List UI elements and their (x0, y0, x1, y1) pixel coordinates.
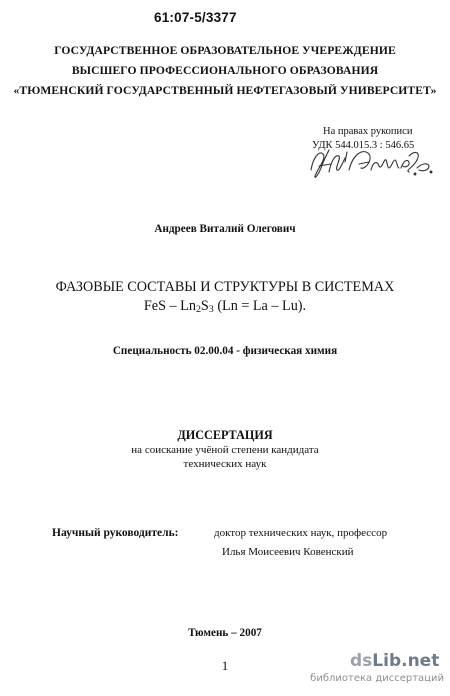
formula-sulfur: S (200, 298, 209, 314)
formula-prefix: FeS – Ln (143, 298, 196, 314)
watermark-subtitle: библиотека диссертаций (310, 673, 444, 684)
dissertation-degree-line-2: технических наук (183, 458, 267, 470)
page-number: 1 (221, 658, 229, 673)
institution-line-3: «ТЮМЕНСКИЙ ГОСУДАРСТВЕННЫЙ НЕФТЕГАЗОВЫЙ УНИВЕРСИТЕТ» (13, 84, 437, 97)
thesis-title-line-1: ФАЗОВЫЕ СОСТАВЫ И СТРУКТУРЫ В СИСТЕМАХ (55, 279, 395, 295)
institution-line-2: ВЫСШЕГО ПРОФЕССИОНАЛЬНОГО ОБРАЗОВАНИЯ (71, 64, 379, 77)
dslib-watermark (310, 651, 448, 691)
formula-suffix: (Ln = La – Lu). (213, 298, 307, 314)
city-year: Тюмень – 2007 (188, 627, 262, 639)
udk-code: УДК 544.015.3 : 546.65 (312, 140, 415, 151)
thesis-title-formula (0, 298, 450, 315)
dissertation-heading: ДИССЕРТАЦИЯ (177, 428, 273, 442)
watermark-logo-lib: Lib.net (372, 651, 440, 671)
dissertation-degree-line-1: на соискание учёной степени кандидата (131, 444, 319, 456)
watermark-logo (350, 651, 439, 671)
institution-line-1: ГОСУДАРСТВЕННОЕ ОБРАЗОВАТЕЛЬНОЕ УЧЕРЕЖДЕНИЕ (54, 44, 396, 57)
supervisor-name: Илья Моисеевич Ковенский (222, 546, 354, 558)
supervisor-label: Научный руководитель: (52, 527, 179, 539)
manuscript-rights-label: На правах рукописи (323, 126, 413, 137)
formula-subscript-2: 3 (208, 304, 214, 315)
handwritten-signature (305, 140, 433, 182)
archive-code: 61:07-5/3377 (154, 10, 237, 25)
specialty: Специальность 02.00.04 - физическая химия (112, 345, 338, 357)
author-name: Андреев Виталий Олегович (154, 223, 296, 235)
watermark-logo-ds: ds (350, 651, 373, 671)
supervisor-degree: доктор технических наук, профессор (214, 527, 388, 539)
formula-subscript-1: 2 (195, 304, 201, 315)
